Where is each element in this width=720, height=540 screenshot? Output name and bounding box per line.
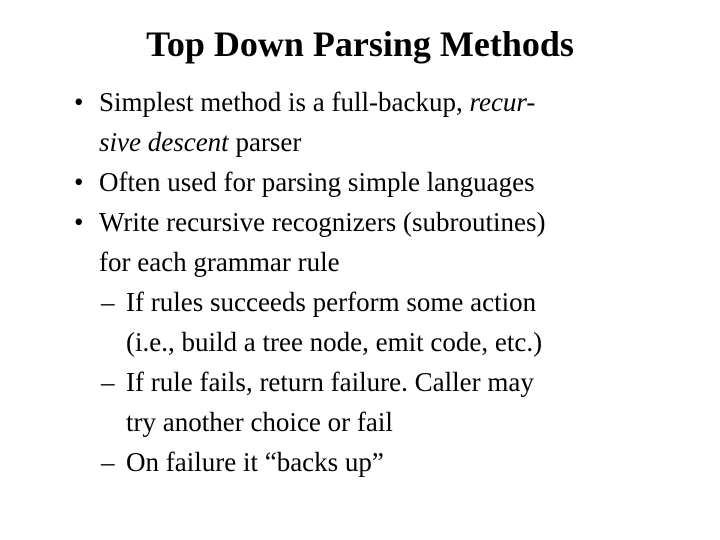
sub-bullet-text: If rule fails, return failure. Caller may xyxy=(126,367,534,397)
bullet-icon: • xyxy=(74,87,84,117)
bullet-text-emphasis: sive descent xyxy=(99,127,229,157)
bullet-continuation xyxy=(74,242,714,282)
sub-bullet-text: If rules succeeds perform some action xyxy=(126,287,537,317)
bullet-text: Simplest method is a full-backup, xyxy=(99,87,470,117)
bullet-text-emphasis: recur- xyxy=(469,87,536,117)
bullet-icon: • xyxy=(74,167,84,197)
slide-title: Top Down Parsing Methods xyxy=(146,24,574,64)
bullet-text: parser xyxy=(228,127,302,157)
bullet-item xyxy=(74,202,714,242)
bullet-item xyxy=(74,162,714,202)
sub-bullet-text: On failure it “backs up” xyxy=(126,447,384,477)
sub-bullet-item xyxy=(74,442,714,482)
bullet-icon: • xyxy=(74,207,84,237)
sub-bullet-item xyxy=(74,362,714,402)
bullet-text: Often used for parsing simple languages xyxy=(99,167,535,197)
sub-bullet-text: try another choice or fail xyxy=(126,407,393,437)
dash-icon: – xyxy=(101,447,115,477)
dash-icon: – xyxy=(101,287,115,317)
bullet-text: for each grammar rule xyxy=(99,247,340,277)
sub-bullet-item xyxy=(74,282,714,322)
bullet-item xyxy=(74,82,714,122)
bullet-continuation xyxy=(74,122,714,162)
bullet-text: Write recursive recognizers (subroutines) xyxy=(99,207,546,237)
sub-bullet-continuation xyxy=(74,322,714,362)
sub-bullet-text: (i.e., build a tree node, emit code, etc.) xyxy=(126,327,543,357)
slide-body xyxy=(74,82,714,482)
sub-bullet-continuation xyxy=(74,402,714,442)
dash-icon: – xyxy=(101,367,115,397)
